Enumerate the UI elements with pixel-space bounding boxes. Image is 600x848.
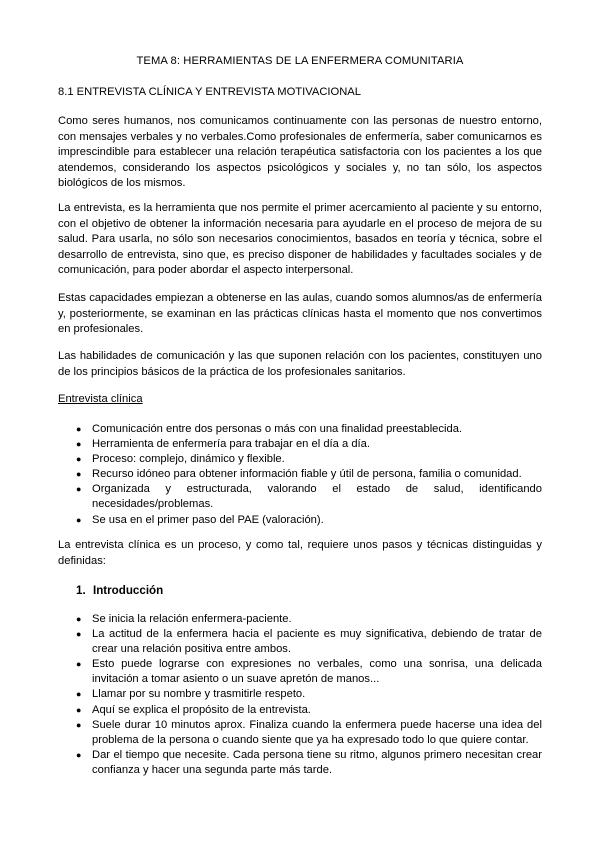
list-item: ● Se usa en el primer paso del PAE (valoración). xyxy=(58,513,542,528)
bullet-icon: ● xyxy=(76,749,82,760)
list-item: ● Herramienta de enfermería para trabajar en el día a día. xyxy=(58,437,542,452)
subheading-entrevista-clinica: Entrevista clínica xyxy=(58,393,143,405)
paragraph-5: La entrevista clínica es un proceso, y como tal, requiere unos pasos y técnicas distinguidas y definidas: xyxy=(58,539,542,567)
paragraph-3: Estas capacidades empiezan a obtenerse en las aulas, cuando somos alumnos/as de enfermería y, posteriormente, se examinan en las prácticas clínicas hasta el momento que nos convertimos en profesionales. xyxy=(58,292,542,336)
list-item: ● Organizada y estructurada, valorando el estado de salud, identificando necesidades/problemas. xyxy=(76,483,542,511)
bullet-icon: ● xyxy=(76,514,82,525)
bullet-icon: ● xyxy=(76,454,82,465)
list-item: ● Llamar por su nombre y trasmitirle respeto. xyxy=(58,687,542,702)
bullet-icon: ● xyxy=(76,439,82,450)
list-item: ● Dar el tiempo que necesite. Cada persona tiene su ritmo, algunos primero necesitan crear confianza y hacer una segunda parte más tarde. xyxy=(76,748,542,776)
bullet-icon: ● xyxy=(76,704,82,715)
numbered-heading-introduccion xyxy=(76,584,163,597)
list-item: ● Aquí se explica el propósito de la entrevista. xyxy=(58,703,542,718)
list-item: ● Recurso idóneo para obtener información fiable y útil de persona, familia o comunidad. xyxy=(58,467,542,482)
list-item: ● Suele durar 10 minutos aprox. Finaliza cuando la enfermera puede hacerse una idea del problema de la persona o cuando siente que ya ha expresado todo lo que quiere contar. xyxy=(76,718,542,746)
bullet-list-entrevista xyxy=(58,422,542,528)
list-item: ● Proceso: complejo, dinámico y flexible. xyxy=(58,452,542,467)
list-item: ● La actitud de la enfermera hacia el paciente es muy significativa, debiendo de tratar de crear una relación positiva entre ambos. xyxy=(76,628,542,656)
bullet-icon: ● xyxy=(76,614,82,624)
bullet-icon: ● xyxy=(76,629,82,640)
section-title: 8.1 ENTREVISTA CLÍNICA Y ENTREVISTA MOTIVACIONAL xyxy=(58,86,361,98)
paragraph-1: Como seres humanos, nos comunicamos continuamente con las personas de nuestro entorno, con mensajes verbales y no verbales.Como profesionales de enfermería, saber comunicarnos es imprescindible para establecer una relación terapéutica satisfactoria con los pacientes a los que atendemos, considerando los aspectos psicológicos y sociales y, no tan sólo, los aspectos biológicos de los mismos. xyxy=(58,115,542,190)
bullet-icon: ● xyxy=(76,689,82,700)
bullet-list-introduccion xyxy=(58,612,542,778)
list-item: ● Esto puede lograrse con expresiones no verbales, como una sonrisa, una delicada invitación a tomar asiento o un suave apretón de manos... xyxy=(76,658,542,686)
bullet-icon: ● xyxy=(76,659,82,670)
list-item: ● Se inicia la relación enfermera-paciente. xyxy=(58,612,542,627)
bullet-icon: ● xyxy=(76,469,82,480)
paragraph-4: Las habilidades de comunicación y las que suponen relación con los pacientes, constituyen uno de los principios básicos de la práctica de los profesionales sanitarios. xyxy=(58,350,542,378)
heading-text: Introducción xyxy=(93,584,164,597)
list-item: ● Comunicación entre dos personas o más con una finalidad preestablecida. xyxy=(58,422,542,437)
bullet-icon: ● xyxy=(76,424,82,434)
bullet-icon: ● xyxy=(76,484,82,495)
document-title: TEMA 8: HERRAMIENTAS DE LA ENFERMERA COMUNITARIA xyxy=(136,55,464,67)
bullet-icon: ● xyxy=(76,719,82,730)
paragraph-2: La entrevista, es la herramienta que nos permite el primer acercamiento al paciente y su entorno, con el objetivo de obtener la información necesaria para ayudarle en el proceso de mejora de su salud. Para usarla, no sólo son necesarios conocimientos, basados en teoría y técnica, sobre el desarrollo de entrevista, sino que, es preciso disponer de habilidades y facultades sociales y de comunicación, para poder abordar el aspecto interpersonal. xyxy=(58,202,542,277)
heading-number: 1. xyxy=(76,584,86,597)
